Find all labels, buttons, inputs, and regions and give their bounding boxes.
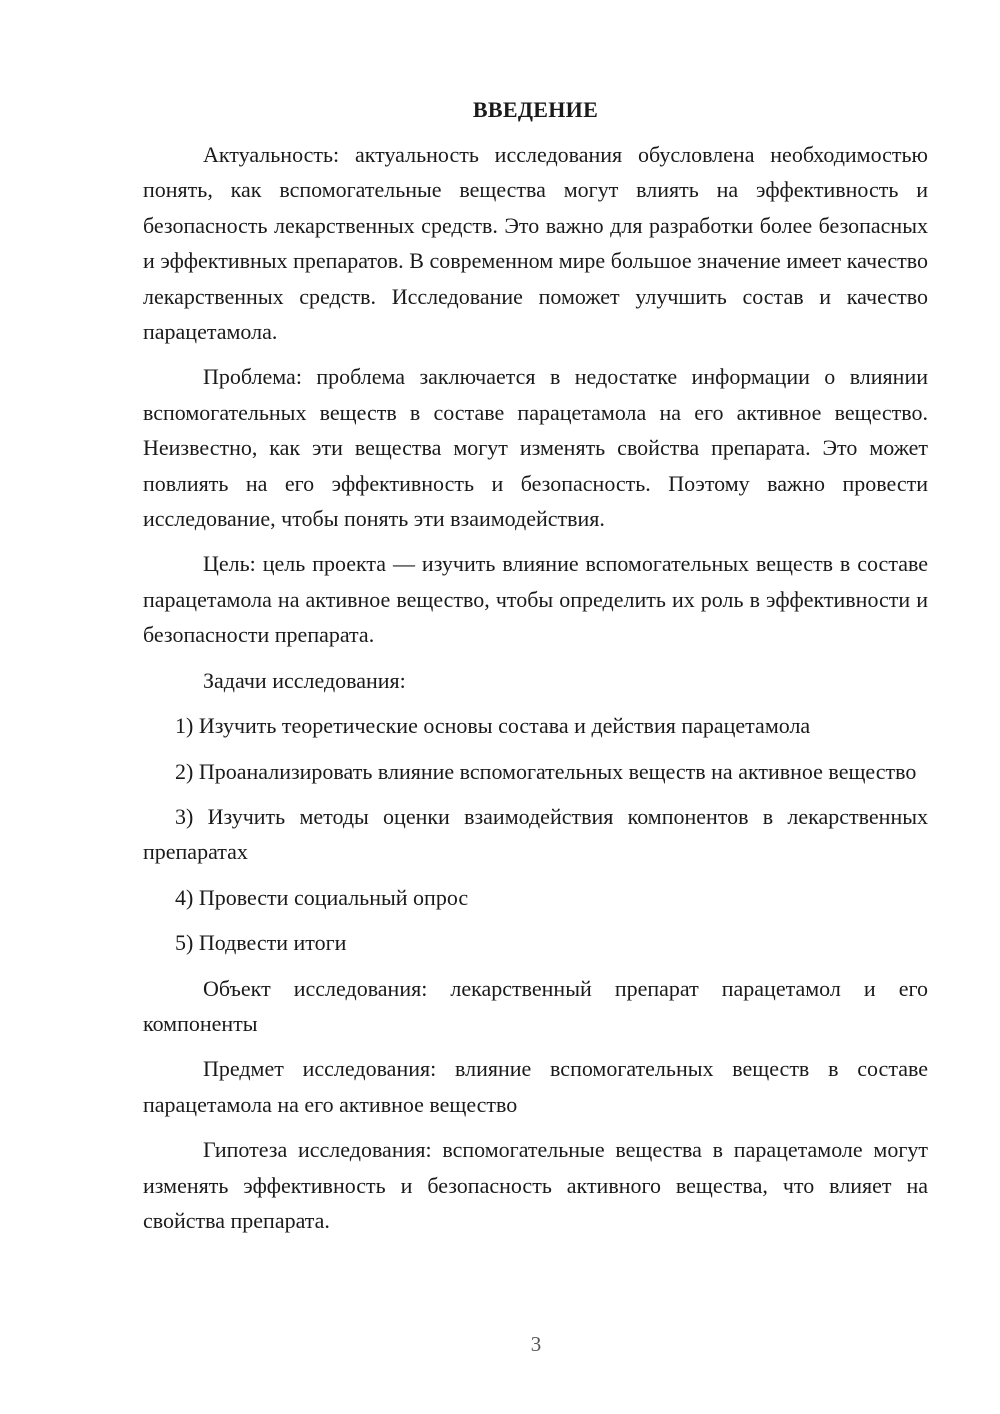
goal-paragraph: Цель: цель проекта — изучить влияние вспомогательных веществ в составе парацетамола на активное вещество, чтобы определить их роль в эффективности и безопасности препарата.: [143, 551, 928, 648]
task-item-1: 1) Изучить теоретические основы состава и действия парацетамола: [175, 713, 811, 739]
task-item-4: 4) Провести социальный опрос: [175, 884, 469, 910]
task-item-5: 5) Подвести итоги: [175, 930, 347, 956]
object-paragraph: Объект исследования: лекарственный препарат парацетамол и его компоненты: [143, 975, 928, 1036]
problem-paragraph: Проблема: проблема заключается в недостатке информации о влиянии вспомогательных веществ в составе парацетамола на его активное вещество. Неизвестно, как эти вещества могут изменять свойства препарата. Это может повлиять на его эффективность и безопасность. Поэтому важно провести исследование, чтобы понять эти взаимодействия.: [143, 364, 928, 532]
hypothesis-paragraph: Гипотеза исследования: вспомогательные вещества в парацетамоле могут изменять эффективность и безопасность активного вещества, что влияет на свойства препарата.: [143, 1137, 928, 1233]
relevance-paragraph: Актуальность: актуальность исследования обусловлена необходимостью понять, как вспомогательные вещества могут влиять на эффективность и безопасность лекарственных средств. Это важно для разработки более безопасных и эффективных препаратов. В современном мире большое значение имеет качество лекарственных средств. Исследование поможет улучшить состав и качество парацетамола.: [143, 142, 928, 345]
subject-paragraph: Предмет исследования: влияние вспомогательных веществ в составе парацетамола на его активное вещество: [143, 1056, 928, 1117]
page-title: ВВЕДЕНИЕ: [472, 97, 599, 122]
task-item-2: 2) Проанализировать влияние вспомогательных веществ на активное вещество: [175, 758, 917, 784]
task-item-3: 3) Изучить методы оценки взаимодействия компонентов в лекарственных препаратах: [143, 803, 928, 865]
tasks-heading: Задачи исследования:: [203, 667, 406, 693]
page-content: [143, 92, 928, 1248]
page-number: 3: [530, 1332, 542, 1356]
